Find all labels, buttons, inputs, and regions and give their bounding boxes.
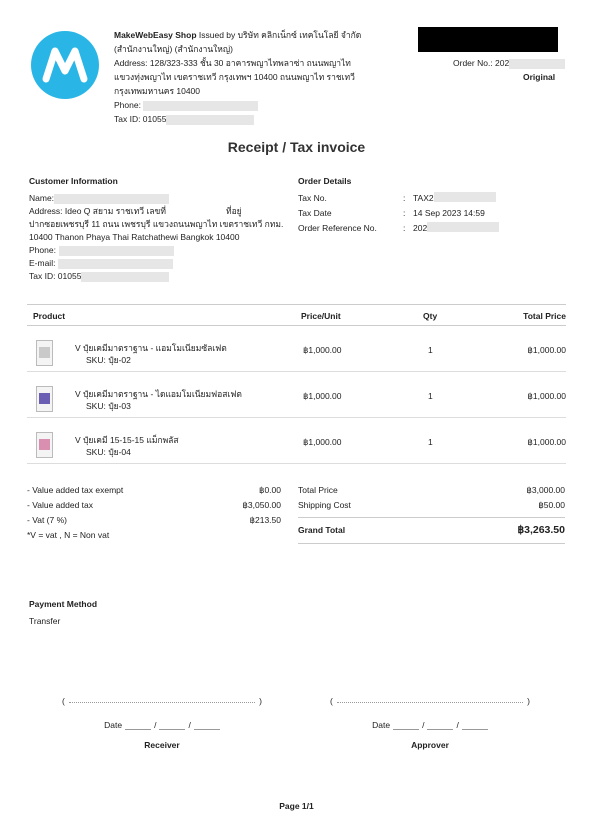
- product-name: V ปุ๋ยเคมีมาตราฐาน - ไดแอมโมเนียมฟอสเฟต: [75, 389, 242, 399]
- customer-taxid: Tax ID: 01055: [29, 271, 82, 281]
- items-table: [27, 304, 566, 464]
- vat-note: *V = vat , N = Non vat: [27, 530, 110, 540]
- product-image: [36, 340, 53, 366]
- product-total: ฿1,000.00: [527, 345, 566, 355]
- redacted-tax-no: [434, 192, 496, 202]
- shop-address-line: Address: 128/323-333 ชั้น 30 อาคารพญาไทพลาซ่า ถนนพญาไท: [114, 58, 351, 68]
- header-total: Total Price: [523, 311, 566, 321]
- document-title: Receipt / Tax invoice: [227, 139, 366, 155]
- product-total: ฿1,000.00: [527, 437, 566, 447]
- product-image: [36, 432, 53, 458]
- approver-date: Date / /: [330, 720, 530, 730]
- shop-info: [114, 28, 374, 126]
- vat-row: - Value added tax ฿3,050.00: [27, 500, 281, 510]
- header-qty: Qty: [423, 311, 438, 321]
- original-label: Original: [523, 72, 556, 82]
- total-row: Total Price ฿3,000.00: [298, 485, 565, 495]
- table-row: [27, 418, 566, 464]
- shop-branch: (สำนักงานใหญ่) (สำนักงานใหญ่): [114, 44, 233, 54]
- redacted-phone: [143, 101, 258, 111]
- shop-logo: [31, 31, 99, 99]
- payment-title: Payment Method: [29, 599, 98, 609]
- redacted-order-no: [509, 59, 565, 69]
- logo-mark-icon: [31, 31, 99, 99]
- product-sku: SKU: ปุ๋ย-04: [86, 447, 131, 457]
- shop-issuer: Issued by บริษัท คลิกเน็กซ์ เทคโนโลยี จำกัด: [198, 30, 362, 40]
- product-image: [36, 386, 53, 412]
- redacted-name: [54, 194, 169, 204]
- redacted-email: [58, 259, 173, 269]
- shipping-row: Shipping Cost ฿50.00: [298, 500, 565, 510]
- approver-signature: ( ) Date / / Approver: [330, 696, 530, 750]
- product-qty: 1: [428, 437, 433, 447]
- redacted-block: [418, 27, 558, 52]
- customer-phone-label: Phone:: [29, 245, 56, 255]
- payment-method: Transfer: [29, 616, 61, 626]
- product-price: ฿1,000.00: [303, 345, 342, 355]
- order-row: Order Reference No. : 202: [298, 222, 558, 235]
- product-total: ฿1,000.00: [527, 391, 566, 401]
- product-sku: SKU: ปุ๋ย-03: [86, 401, 131, 411]
- product-name: V ปุ๋ยเคมีมาตราฐาน - แอมโมเนียมซัลเฟต: [75, 343, 227, 353]
- header-price: Price/Unit: [301, 311, 341, 321]
- table-header: [27, 304, 566, 326]
- redacted-phone: [59, 246, 174, 256]
- vat-row: - Vat (7 %) ฿213.50: [27, 515, 281, 525]
- order-row: Tax No. : TAX2: [298, 192, 558, 205]
- order-row: Tax Date : 14 Sep 2023 14:59: [298, 208, 485, 218]
- customer-info: [29, 175, 289, 283]
- receiver-date: Date / /: [62, 720, 262, 730]
- header-product: Product: [33, 311, 66, 321]
- redacted-order-ref: [427, 222, 499, 232]
- product-qty: 1: [428, 391, 433, 401]
- approver-label: Approver: [411, 740, 449, 750]
- shop-address-line: แขวงทุ่งพญาไท เขตราชเทวี กรุงเทพฯ 10400 ถนนพญาไท ราชเทวี: [114, 72, 355, 82]
- order-title: Order Details: [298, 176, 352, 186]
- customer-title: Customer Information: [29, 176, 118, 186]
- vat-summary: [27, 483, 281, 543]
- product-price: ฿1,000.00: [303, 391, 342, 401]
- product-info: [75, 342, 227, 366]
- vat-row: - Value added tax exempt ฿0.00: [27, 485, 281, 495]
- product-sku: SKU: ปุ๋ย-02: [86, 355, 131, 365]
- redacted-taxid: [81, 272, 169, 282]
- table-row: [27, 326, 566, 372]
- page-number: Page 1/1: [279, 801, 314, 811]
- receiver-label: Receiver: [144, 740, 180, 750]
- customer-address-extra: ที่อยู่: [225, 206, 242, 216]
- table-row: [27, 372, 566, 418]
- shop-taxid: Tax ID: 01055: [114, 114, 167, 124]
- product-info: [75, 434, 179, 458]
- grand-total-label: Grand Total: [298, 525, 346, 535]
- redacted-taxid: [166, 115, 254, 125]
- customer-address-line: ปากซอยเพชรบุรี 11 ถนน เพชรบุรี แขวงถนนพญาไท เขตราชเทวี กทม.: [29, 219, 284, 229]
- receiver-signature: ( ) Date / / Receiver: [62, 696, 262, 750]
- product-info: [75, 388, 242, 412]
- customer-address: Address: Ideo Q สยาม ราชเทวี เลขที่: [29, 206, 166, 216]
- customer-name-label: Name:: [29, 193, 55, 203]
- shop-name: MakeWebEasy Shop: [114, 30, 197, 40]
- customer-address-line: 10400 Thanon Phaya Thai Ratchathewi Bangkok 10400: [29, 232, 240, 242]
- product-name: V ปุ๋ยเคมี 15-15-15 แม็กพลัส: [75, 435, 179, 445]
- product-qty: 1: [428, 345, 433, 355]
- grand-total-row: [298, 517, 565, 544]
- order-details: [298, 175, 558, 235]
- grand-total-value: ฿3,263.50: [517, 524, 565, 536]
- shop-phone-label: Phone:: [114, 100, 141, 110]
- customer-email-label: E-mail:: [29, 258, 56, 268]
- order-number: Order No.: 202: [453, 58, 565, 69]
- shop-address-line: กรุงเทพมหานคร 10400: [114, 86, 201, 96]
- price-summary: [298, 483, 565, 544]
- product-price: ฿1,000.00: [303, 437, 342, 447]
